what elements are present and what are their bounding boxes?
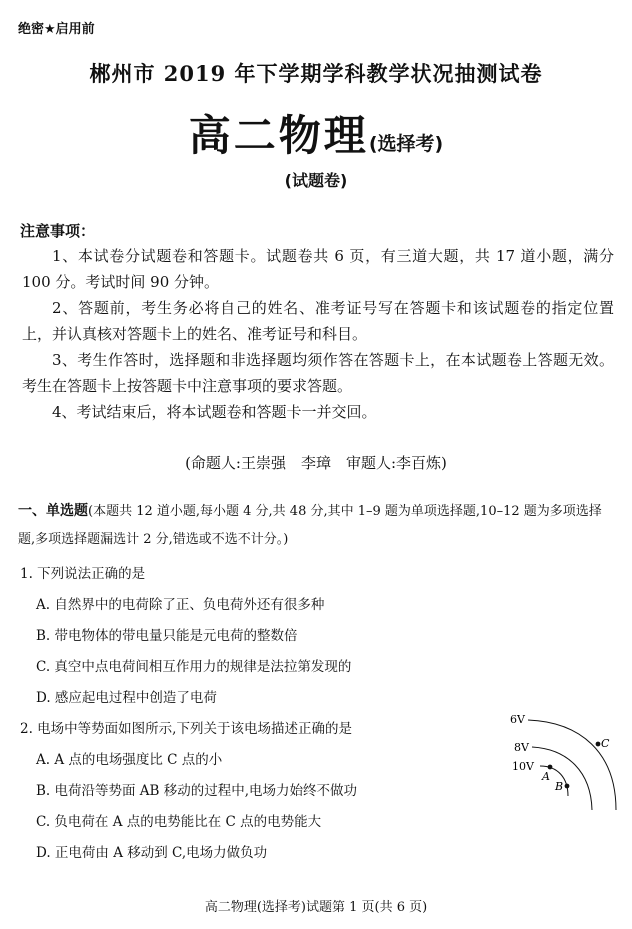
equipotential-8v xyxy=(532,747,592,810)
question-1-option-a: A. 自然界中的电荷除了正、负电荷外还有很多种 xyxy=(36,597,325,613)
paper-kind: (试题卷) xyxy=(284,171,348,190)
subject-name: 高二物理 xyxy=(188,111,369,160)
question-1-option-b: B. 带电物体的带电量只能是元电荷的整数倍 xyxy=(36,628,298,644)
question-1-option-d: D. 感应起电过程中创造了电荷 xyxy=(36,690,217,706)
secret-mark: 绝密★启用前 xyxy=(18,22,95,37)
label-10v: 10V xyxy=(512,760,534,773)
question-1-stem: 1. 下列说法正确的是 xyxy=(20,566,146,582)
point-a-marker xyxy=(548,765,553,770)
label-c: C xyxy=(601,737,610,750)
question-2-option-d: D. 正电荷由 A 移动到 C,电场力做负功 xyxy=(36,845,268,861)
authors-line: (命题人:王崇强 李璋 审题人:李百炼) xyxy=(185,454,447,472)
label-b: B xyxy=(555,780,564,793)
notes-heading: 注意事项： xyxy=(20,222,96,240)
note-item-4: 4、考试结束后，将本试题卷和答题卡一并交回。 xyxy=(52,403,377,421)
question-1-option-c: C. 真空中点电荷间相互作用力的规律是法拉第发现的 xyxy=(36,659,352,675)
subject-title xyxy=(0,103,632,163)
equipotential-diagram xyxy=(498,708,630,810)
label-a: A xyxy=(542,770,550,783)
equipotential-6v xyxy=(528,720,616,810)
label-6v: 6V xyxy=(510,713,525,726)
question-2-option-a: A. A 点的电场强度比 C 点的小 xyxy=(36,752,223,768)
page-footer: 高二物理(选择考)试题第 1 页(共 6 页) xyxy=(204,900,428,915)
note-item-2: 2、答题前，考生务必将自己的姓名、准考证号写在答题卡和该试题卷的指定位置上，并认真核对答题卡上的姓名、准考证号和科目。 xyxy=(22,299,614,343)
label-8v: 8V xyxy=(514,741,529,754)
question-2-stem: 2. 电场中等势面如图所示,下列关于该电场描述正确的是 xyxy=(20,721,352,737)
point-c-marker xyxy=(596,742,601,747)
exam-title: 郴州市 2019 年下学期学科教学状况抽测试卷 xyxy=(89,61,543,86)
note-item-1: 1、本试卷分试题卷和答题卡。试题卷共 6 页，有三道大题，共 17 道小题，满分 100 分。考试时间 90 分钟。 xyxy=(22,247,614,291)
question-2-option-b: B. 电荷沿等势面 AB 移动的过程中,电场力始终不做功 xyxy=(36,783,358,799)
note-item-3: 3、考生作答时，选择题和非选择题均须作答在答题卡上，在本试题卷上答题无效。考生在答题卡上按答题卡中注意事项的要求答题。 xyxy=(22,351,614,395)
section-label: 一、单选题 xyxy=(18,503,88,519)
section-heading xyxy=(18,497,614,554)
point-b-marker xyxy=(565,784,570,789)
question-2-option-c: C. 负电荷在 A 点的电势能比在 C 点的电势能大 xyxy=(36,814,322,830)
section-description: (本题共 12 道小题,每小题 4 分,共 48 分,其中 1–9 题为单项选择题,10–12 题为多项选择题,多项选择题漏选计 2 分,错选或不选不计分。) xyxy=(18,504,602,547)
subject-suffix: (选择考) xyxy=(368,133,444,155)
